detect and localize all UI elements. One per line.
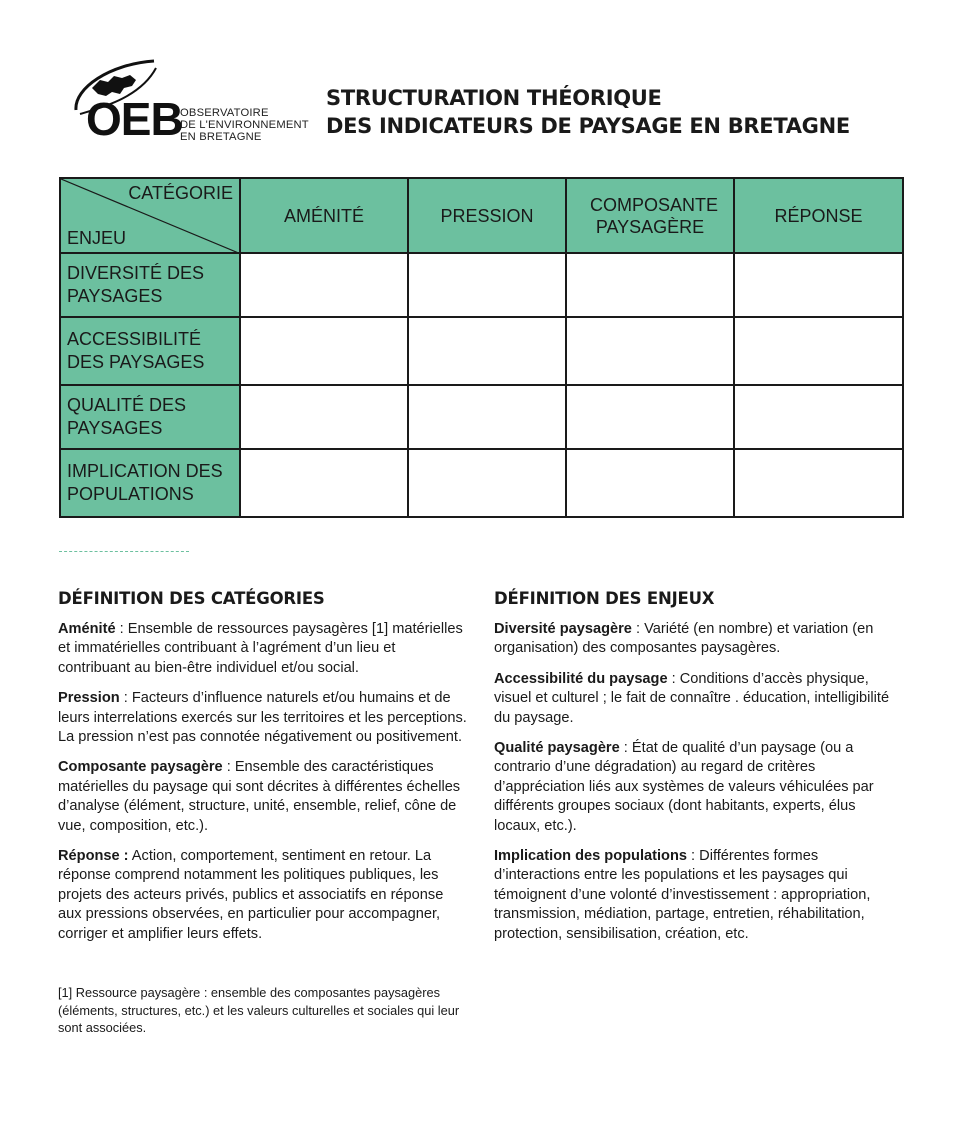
- definition-composante: [58, 758, 468, 836]
- section-divider: [59, 551, 189, 552]
- column-header-reponse: RÉPONSE: [734, 178, 903, 253]
- definition-text: Conditions d’accès physique, visuel et culturel ; le fait de connaître . éducation, intelligibilité du paysage.: [494, 670, 890, 726]
- table-cell: [734, 317, 903, 385]
- definition-term: Qualité paysagère: [494, 740, 620, 757]
- enjeux-heading: DÉFINITION DES ENJEUX: [494, 589, 715, 608]
- table-cell: [408, 317, 566, 385]
- definition-term: Réponse :: [58, 848, 129, 865]
- table-cell: [240, 253, 408, 317]
- corner-label-enjeu: ENJEU: [67, 228, 127, 248]
- definition-text: État de qualité d’un paysage (ou a contrario d’une dégradation) au regard de critères d’appréciation liés aux systèmes de valeurs véhiculées par différents groupes sociaux (dont habitants, experts, élus locaux, etc.).: [494, 740, 874, 834]
- column-header-amenite: AMÉNITÉ: [240, 178, 408, 253]
- definition-diversite: [494, 620, 904, 659]
- table-cell: [734, 385, 903, 449]
- column-header-pression: PRESSION: [408, 178, 566, 253]
- table-cell: [408, 449, 566, 517]
- logo-line-2: DE L'ENVIRONNEMENT: [180, 119, 309, 131]
- column-header-composante-label: COMPOSANTE PAYSAGÈRE: [590, 194, 719, 237]
- definition-text: Facteurs d’influence naturels et/ou humains et de leurs interrelations exercés sur les territoires et les perceptions. La pression n’est pas connotée négativement ou positivement.: [58, 690, 467, 746]
- definition-implication: [494, 847, 904, 944]
- corner-header: [60, 178, 240, 253]
- table-cell: [566, 385, 734, 449]
- definition-text: Variété (en nombre) et variation (en organisation) des composantes paysagères.: [494, 621, 874, 657]
- definition-term: Accessibilité du paysage: [494, 670, 668, 687]
- title-line-1: STRUCTURATION THÉORIQUE: [326, 86, 662, 110]
- corner-label-category: CATÉGORIE: [128, 183, 233, 203]
- definition-term: Composante paysagère: [58, 759, 223, 776]
- row-label-qualite: QUALITÉ DES PAYSAGES: [60, 385, 240, 449]
- column-header-composante: [566, 178, 734, 253]
- definition-text: Ensemble de ressources paysagères [1] matérielles et immatérielles contribuant à l’agrément d’un lieu et contribuant au bien-être individuel et/ou social.: [58, 621, 463, 676]
- logo-acronym: OEB: [86, 93, 183, 145]
- definition-separator: :: [619, 740, 632, 757]
- definition-text: Différentes formes d’interactions entre les populations et les paysages qui témoignent d’une volonté d’investissement : appropriation, transmission, médiation, partage, entretien, réhabilitation, protection, sensibilisation, création, etc.: [494, 848, 871, 942]
- footnote: [1] Ressource paysagère : ensemble des composantes paysagères (éléments, structures, etc.) et les valeurs culturelles et sociales qui leur sont associées.: [58, 985, 460, 1035]
- definition-qualite: [494, 739, 904, 836]
- definition-separator: :: [222, 759, 235, 776]
- table-cell: [240, 449, 408, 517]
- definition-separator: :: [686, 848, 700, 865]
- indicator-matrix: [59, 177, 904, 518]
- definition-text: Action, comportement, sentiment en retour. La réponse comprend notamment les politiques publiques, les projets des acteurs privés, publics et associatifs en réponse aux pressions observées, en particulier pour accompagner, corriger et amplifier leurs effets.: [58, 848, 444, 942]
- row-label-implication: IMPLICATION DES POPULATIONS: [60, 449, 240, 517]
- page-title: [326, 84, 850, 140]
- table-cell: [408, 253, 566, 317]
- table-cell: [566, 449, 734, 517]
- table-cell: [734, 449, 903, 517]
- definition-amenite: [58, 620, 468, 678]
- definition-separator: :: [119, 690, 132, 707]
- definition-separator: :: [115, 621, 128, 637]
- logo-line-1: OBSERVATOIRE: [180, 107, 269, 119]
- categories-definitions: [58, 588, 468, 955]
- definition-term: Pression: [58, 690, 120, 707]
- row-label-diversite: DIVERSITÉ DES PAYSAGES: [60, 253, 240, 317]
- definition-separator: :: [631, 621, 645, 637]
- table-cell: [566, 253, 734, 317]
- definition-pression: [58, 689, 468, 747]
- definition-term: Aménité: [58, 621, 116, 637]
- definition-reponse: [58, 847, 468, 944]
- definition-term: Diversité paysagère: [494, 621, 632, 637]
- title-line-2: DES INDICATEURS DE PAYSAGE EN BRETAGNE: [326, 114, 850, 138]
- table-cell: [408, 385, 566, 449]
- table-cell: [566, 317, 734, 385]
- logo-text: [180, 107, 309, 143]
- definition-term: Implication des populations: [494, 848, 687, 865]
- oeb-logo: [70, 58, 310, 150]
- table-cell: [240, 385, 408, 449]
- logo-line-3: EN BRETAGNE: [180, 131, 262, 143]
- definition-separator: :: [667, 670, 680, 687]
- table-cell: [240, 317, 408, 385]
- enjeux-definitions: [494, 588, 904, 955]
- definition-accessibilite: [494, 670, 904, 728]
- definition-text: Ensemble des caractéristiques matérielles du paysage qui sont décrites à différentes échelles d’analyse (élément, structure, unité, ensemble, relief, cône de vue, composition, etc.).: [58, 759, 461, 834]
- categories-heading: DÉFINITION DES CATÉGORIES: [58, 589, 325, 608]
- row-label-accessibilite: ACCESSIBILITÉ DES PAYSAGES: [60, 317, 240, 385]
- table-cell: [734, 253, 903, 317]
